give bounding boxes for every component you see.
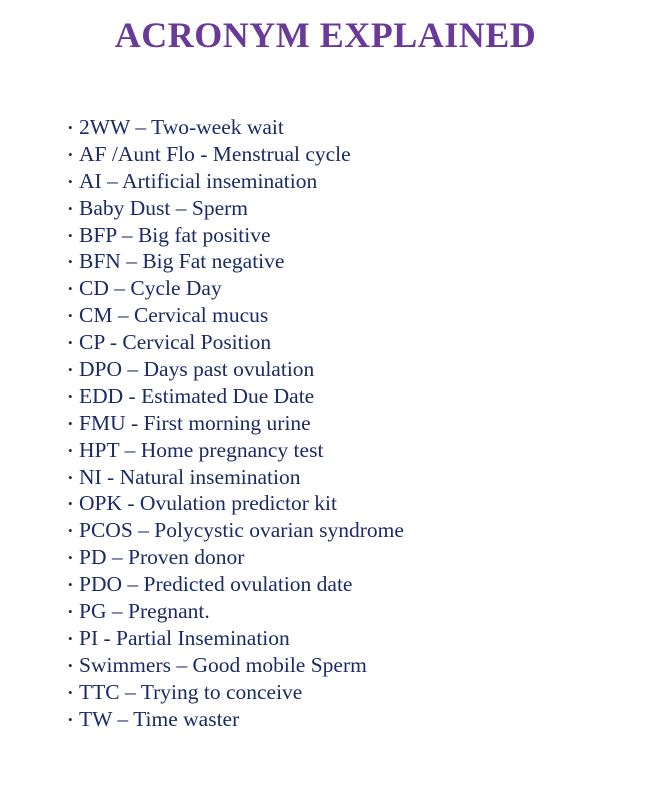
list-item [68, 302, 404, 329]
bullet-icon: • [68, 469, 73, 485]
list-item [68, 114, 404, 141]
list-item [68, 571, 404, 598]
list-item-text: BFN – Big Fat negative [79, 249, 285, 274]
page-title: ACRONYM EXPLAINED [114, 15, 537, 55]
list-item-text: PCOS – Polycystic ovarian syndrome [79, 518, 404, 543]
bullet-icon: • [68, 308, 73, 324]
list-item-text: FMU - First morning urine [79, 410, 311, 435]
list-item [68, 544, 404, 571]
list-item [68, 517, 404, 544]
bullet-icon: • [68, 173, 73, 189]
list-item [68, 141, 404, 168]
list-item [68, 329, 404, 356]
list-item-text: EDD - Estimated Due Date [79, 383, 315, 408]
list-item [68, 625, 404, 652]
bullet-icon: • [68, 711, 73, 727]
list-item [68, 464, 404, 491]
list-item [68, 706, 404, 733]
bullet-icon: • [68, 281, 73, 297]
list-item-text: Baby Dust – Sperm [79, 195, 249, 220]
bullet-icon: • [68, 227, 73, 243]
bullet-icon: • [68, 415, 73, 431]
list-item-text: TW – Time waster [79, 706, 240, 731]
list-item-text: CP - Cervical Position [79, 330, 272, 355]
list-item-text: BFP – Big fat positive [79, 222, 271, 247]
list-item-text: DPO – Days past ovulation [79, 357, 315, 382]
list-item [68, 598, 404, 625]
bullet-icon: • [68, 200, 73, 216]
bullet-icon: • [68, 146, 73, 162]
list-item-text: CM – Cervical mucus [79, 303, 269, 328]
list-item-text: PI - Partial Insemination [79, 625, 290, 650]
list-item [68, 679, 404, 706]
list-item-text: PD – Proven donor [79, 545, 245, 570]
bullet-icon: • [68, 657, 73, 673]
list-item [68, 195, 404, 222]
bullet-icon: • [68, 550, 73, 566]
bullet-icon: • [68, 577, 73, 593]
acronym-list [68, 114, 404, 732]
bullet-icon: • [68, 604, 73, 620]
list-item [68, 222, 404, 249]
list-item [68, 410, 404, 437]
list-item [68, 356, 404, 383]
list-item-text: TTC – Trying to conceive [79, 679, 303, 704]
list-item [68, 437, 404, 464]
list-item-text: PDO – Predicted ovulation date [79, 572, 353, 597]
bullet-icon: • [68, 388, 73, 404]
bullet-icon: • [68, 254, 73, 270]
bullet-icon: • [68, 120, 73, 135]
list-item [68, 248, 404, 275]
list-item [68, 168, 404, 195]
bullet-icon: • [68, 523, 73, 539]
bullet-icon: • [68, 362, 73, 378]
list-item-text: NI - Natural insemination [79, 464, 301, 489]
list-item [68, 490, 404, 517]
list-item-text: AI – Artificial insemination [79, 168, 318, 193]
list-item [68, 652, 404, 679]
list-item-text: PG – Pregnant. [79, 599, 210, 624]
list-item-text: AF /Aunt Flo - Menstrual cycle [79, 141, 351, 166]
list-item-text: OPK - Ovulation predictor kit [79, 491, 337, 516]
bullet-icon: • [68, 684, 73, 700]
bullet-icon: • [68, 442, 73, 458]
list-item-text: 2WW – Two-week wait [79, 115, 284, 139]
list-item [68, 383, 404, 410]
bullet-icon: • [68, 335, 73, 351]
list-item [68, 275, 404, 302]
bullet-icon: • [68, 630, 73, 646]
list-item-text: Swimmers – Good mobile Sperm [79, 652, 367, 677]
list-item-text: CD – Cycle Day [79, 276, 222, 301]
bullet-icon: • [68, 496, 73, 512]
list-item-text: HPT – Home pregnancy test [79, 437, 324, 462]
